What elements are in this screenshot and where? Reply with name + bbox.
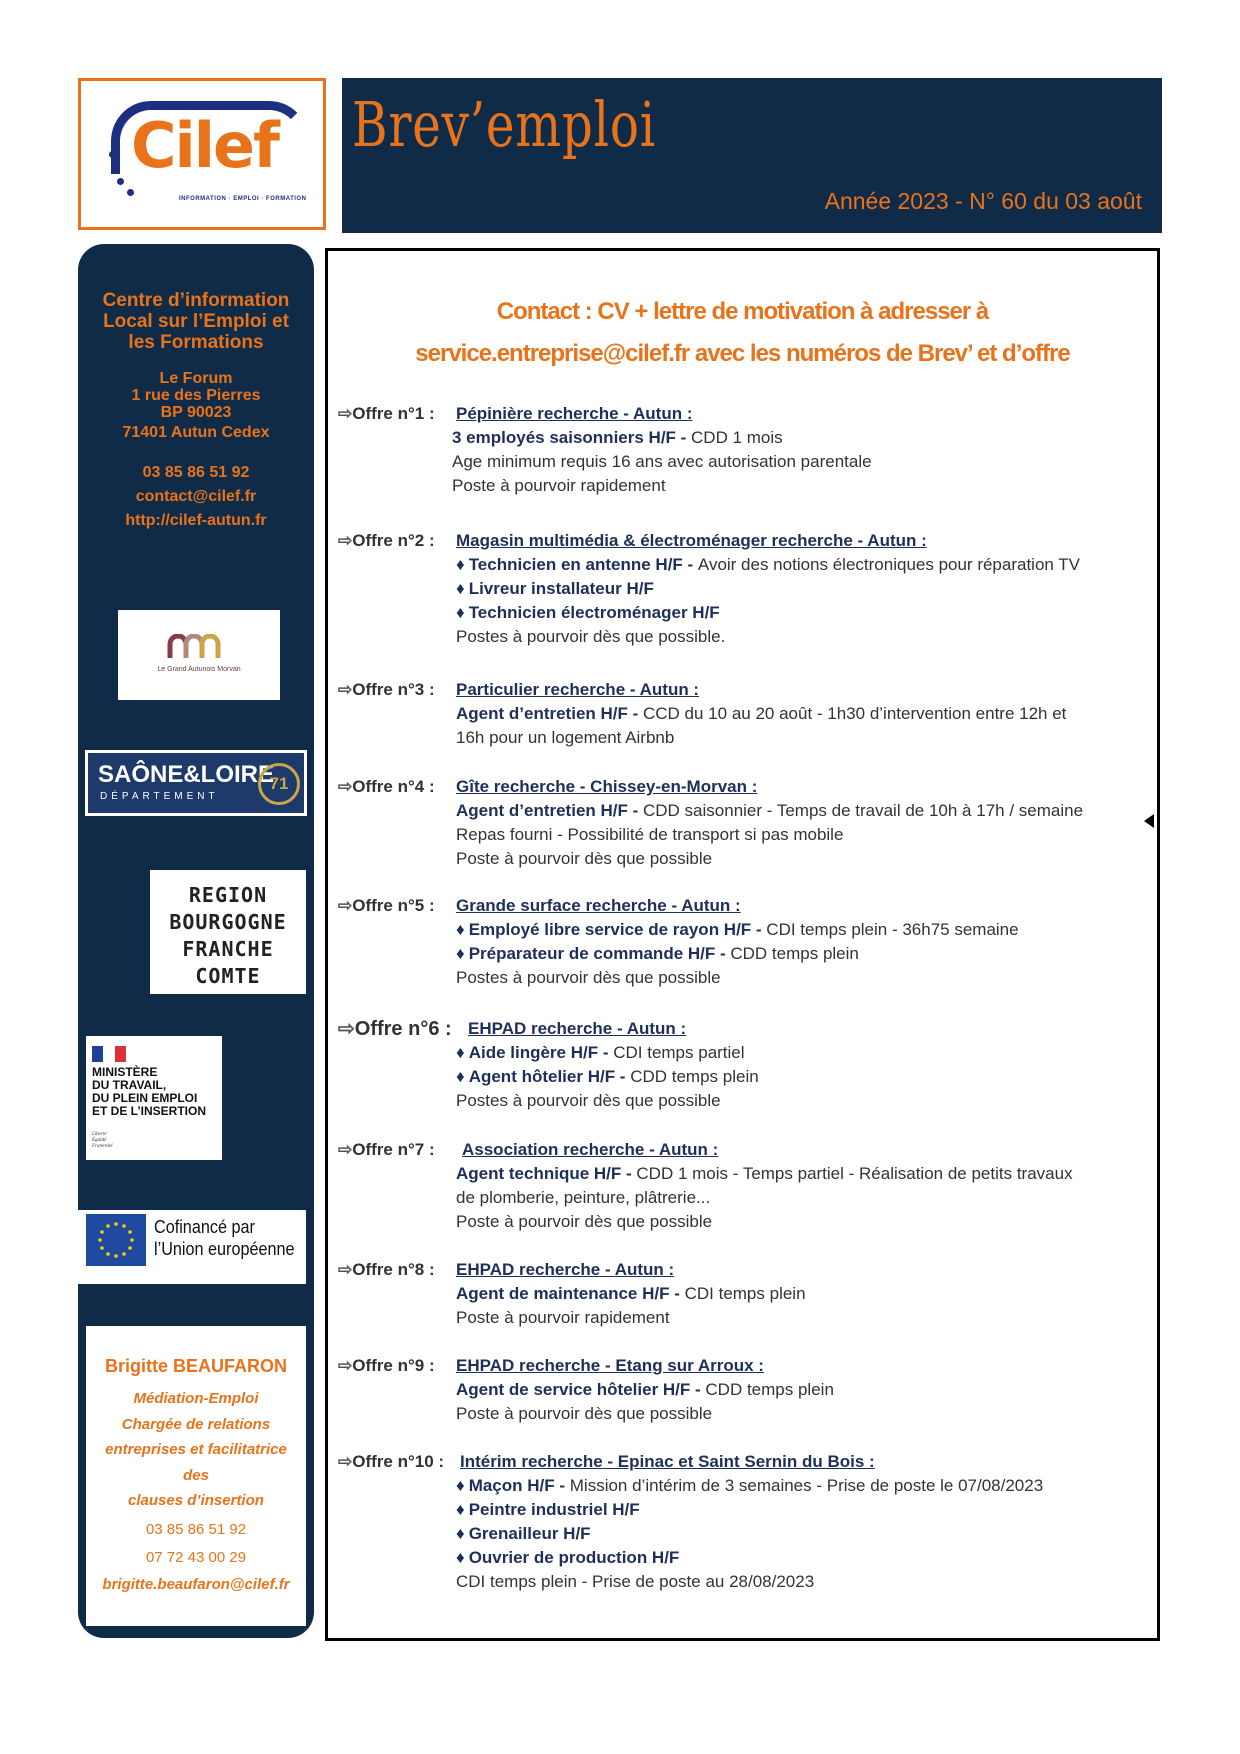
org-website[interactable]: http://cilef-autun.fr: [125, 512, 267, 529]
offer-detail-line: [456, 823, 843, 847]
offer-detail-line: [456, 1210, 712, 1234]
offer-detail-line: [456, 1306, 670, 1330]
logo-tagline: INFORMATION · EMPLOI · FORMATION: [179, 196, 307, 202]
job-title: Technicien en antenne H/F -: [468, 555, 698, 574]
offer-heading: EHPAD recherche - Autun :: [468, 1019, 687, 1038]
offer-heading: Association recherche - Autun :: [462, 1140, 719, 1159]
offer-detail-line: [456, 966, 721, 990]
offer-number: Offre n°9 :: [352, 1356, 435, 1375]
job-detail: CDD 1 mois - Temps partiel - Réalisation de petits travaux: [636, 1164, 1073, 1183]
eu-flag-icon: [86, 1214, 146, 1266]
saone-loire-name: SAÔNE&LOIRE: [98, 761, 275, 788]
job-detail: Poste à pourvoir rapidement: [452, 476, 666, 495]
arrow-right-icon: ⇨: [338, 404, 353, 423]
margin-arrow-icon: [1144, 814, 1154, 828]
sidebar: [78, 244, 314, 1638]
offer-job-bullet: [456, 553, 1080, 577]
diamond-bullet-icon: ♦: [456, 1476, 465, 1495]
offer-heading: Grande surface recherche - Autun :: [456, 896, 741, 915]
offer-number: Offre n°7 :: [352, 1140, 435, 1159]
contact-instruction-line: service.entreprise@cilef.fr avec les numéros de Brev’ et d’offre: [415, 340, 1070, 367]
diamond-bullet-icon: ♦: [456, 603, 465, 622]
ministry-logo: [86, 1036, 222, 1160]
address-line: Le Forum: [159, 370, 233, 387]
offer-detail-line: [456, 726, 674, 750]
header-banner: [342, 78, 1162, 233]
contact-phone: 07 72 43 00 29: [145, 1549, 247, 1566]
eu-text: [154, 1216, 295, 1260]
contact-person-name: Brigitte BEAUFARON: [104, 1356, 287, 1376]
offer-heading: Intérim recherche - Epinac et Saint Sernin du Bois :: [460, 1452, 875, 1471]
job-detail: CDI temps partiel: [613, 1043, 745, 1062]
motto-line: Liberté: [92, 1132, 107, 1137]
org-line: Centre d’information: [102, 290, 290, 311]
offer-heading: Particulier recherche - Autun :: [456, 680, 700, 699]
org-phone: 03 85 86 51 92: [142, 464, 250, 481]
arrow-right-icon: ⇨: [338, 680, 353, 699]
offer-detail-line: [452, 450, 872, 474]
job-detail: CDD temps plein: [630, 1067, 759, 1086]
job-detail: Repas fourni - Possibilité de transport si pas mobile: [456, 825, 844, 844]
ministry-line: DU TRAVAIL,: [92, 1078, 167, 1092]
job-detail: CCD du 10 au 20 août - 1h30 d’intervention entre 12h et: [643, 704, 1067, 723]
offer-heading: Magasin multimédia & électroménager recherche - Autun :: [456, 531, 927, 550]
role-line: Médiation-Emploi: [133, 1390, 259, 1407]
offer-number: Offre n°5 :: [352, 896, 435, 915]
offer-detail-line: [456, 1186, 710, 1210]
eu-line: Cofinancé par: [154, 1217, 255, 1237]
arrow-right-icon: ⇨: [338, 896, 353, 915]
offer-heading: EHPAD recherche - Autun :: [456, 1260, 675, 1279]
job-detail: Poste à pourvoir rapidement: [456, 1308, 670, 1327]
job-title: Agent d’entretien H/F -: [456, 704, 643, 723]
offer-label: [338, 1017, 452, 1041]
job-detail: CDD 1 mois: [691, 428, 783, 447]
offer-label: [338, 1354, 435, 1378]
job-title: Aide lingère H/F -: [468, 1043, 614, 1062]
job-title: 3 employés saisonniers H/F -: [452, 428, 692, 447]
offer-heading: Gîte recherche - Chissey-en-Morvan :: [456, 777, 758, 796]
offer-job-bullet: [456, 1546, 679, 1570]
job-detail: CDI temps plein - Prise de poste au 28/08/2023: [456, 1572, 815, 1591]
job-detail: Mission d’intérim de 3 semaines - Prise de poste le 07/08/2023: [569, 1476, 1044, 1495]
offer-detail-line: [452, 426, 783, 450]
role-line: clauses d’insertion: [128, 1492, 264, 1509]
ministry-motto: [92, 1132, 113, 1150]
offer-detail-line: [456, 1378, 834, 1402]
organization-name: [78, 290, 314, 353]
offer-detail-line: [456, 1282, 806, 1306]
offer-detail-line: [456, 1162, 1073, 1186]
offer-number: Offre n°2 :: [352, 531, 435, 550]
org-line: les Formations: [128, 332, 264, 353]
diamond-bullet-icon: ♦: [456, 1524, 465, 1543]
job-title: Agent de maintenance H/F -: [456, 1284, 685, 1303]
ministry-line: ET DE L’INSERTION: [92, 1104, 207, 1118]
grand-autunois-logo: [118, 610, 280, 700]
arrow-right-icon: ⇨: [338, 531, 353, 550]
diamond-bullet-icon: ♦: [456, 1500, 465, 1519]
offer-detail-line: [456, 1570, 814, 1594]
offer-job-bullet: [456, 1498, 640, 1522]
grand-autunois-mark: [166, 634, 230, 658]
job-detail: Postes à pourvoir dès que possible: [456, 968, 721, 987]
job-title: Préparateur de commande H/F -: [468, 944, 731, 963]
job-title: Grenailleur H/F: [468, 1524, 591, 1543]
job-detail: CDI temps plein: [684, 1284, 806, 1303]
job-detail: Poste à pourvoir dès que possible: [456, 1404, 713, 1423]
eu-cofinance-logo: [78, 1210, 306, 1284]
offer-detail-line: [456, 1402, 712, 1426]
offer-label: [338, 1258, 435, 1282]
arrow-right-icon: ⇨: [338, 777, 353, 796]
job-title: Agent technique H/F -: [456, 1164, 637, 1183]
offer-job-bullet: [456, 1522, 591, 1546]
offer-detail-line: [456, 1089, 721, 1113]
job-title: Agent hôtelier H/F -: [468, 1067, 631, 1086]
diamond-bullet-icon: ♦: [456, 555, 465, 574]
offer-heading: Pépinière recherche - Autun :: [456, 404, 693, 423]
job-title: Ouvrier de production H/F: [468, 1548, 680, 1567]
offer-number: Offre n°4 :: [352, 777, 435, 796]
arrow-right-icon: ⇨: [338, 1452, 353, 1471]
diamond-bullet-icon: ♦: [456, 1067, 465, 1086]
region-bfc-logo: [150, 870, 306, 994]
issue-info: Année 2023 - N° 60 du 03 août: [824, 188, 1142, 214]
cilef-logo: [78, 78, 326, 230]
org-email[interactable]: contact@cilef.fr: [135, 488, 257, 505]
job-detail: 16h pour un logement Airbnb: [456, 728, 675, 747]
offer-label: [338, 1450, 444, 1474]
eu-line: l’Union européenne: [154, 1239, 295, 1259]
ministry-name: [92, 1066, 206, 1118]
arrow-right-icon: ⇨: [338, 1356, 353, 1375]
job-title: Livreur installateur H/F: [468, 579, 654, 598]
offer-job-bullet: [456, 577, 654, 601]
offer-detail-line: [456, 625, 725, 649]
region-text: [150, 882, 306, 990]
saone-loire-seal: 71: [258, 763, 300, 805]
job-detail: Poste à pourvoir dès que possible: [456, 1212, 713, 1231]
contact-instructions: [328, 291, 1157, 375]
contact-person-phones: [86, 1516, 306, 1572]
contact-person-email[interactable]: brigitte.beaufaron@cilef.fr: [102, 1576, 290, 1593]
offer-number: Offre n°8 :: [352, 1260, 435, 1279]
job-title: Agent de service hôtelier H/F -: [456, 1380, 706, 1399]
job-detail: CDD saisonnier - Temps de travail de 10h à 17h / semaine: [643, 801, 1084, 820]
offer-job-bullet: [456, 601, 720, 625]
region-line: COMTE: [195, 964, 261, 988]
ministry-line: MINISTÈRE: [92, 1065, 158, 1079]
job-detail: Postes à pourvoir dès que possible: [456, 1091, 721, 1110]
region-line: BOURGOGNE: [169, 910, 287, 934]
saone-loire-dept: DÉPARTEMENT: [100, 791, 219, 802]
offer-number: Offre n°1 :: [352, 404, 435, 423]
offer-label: [338, 402, 435, 426]
job-detail: Age minimum requis 16 ans avec autorisation parentale: [452, 452, 872, 471]
org-line: Local sur l’Emploi et: [103, 311, 289, 332]
address-line: BP 90023: [160, 404, 232, 421]
region-line: REGION: [188, 883, 268, 907]
job-detail: de plomberie, peinture, plâtrerie...: [456, 1188, 711, 1207]
contact-instruction-line: Contact : CV + lettre de motivation à adresser à: [496, 298, 989, 325]
diamond-bullet-icon: ♦: [456, 944, 465, 963]
offer-detail-line: [456, 847, 712, 871]
region-line: FRANCHE: [182, 937, 274, 961]
diamond-bullet-icon: ♦: [456, 1548, 465, 1567]
job-title: Employé libre service de rayon H/F -: [468, 920, 767, 939]
contact-person-role: [86, 1386, 306, 1514]
offer-job-bullet: [456, 1474, 1043, 1498]
job-title: Maçon H/F -: [468, 1476, 570, 1495]
offer-label: [338, 775, 435, 799]
job-title: Peintre industriel H/F: [468, 1500, 640, 1519]
motto-line: Égalité: [92, 1138, 107, 1143]
offer-number: Offre n°3 :: [352, 680, 435, 699]
saone-loire-logo: [85, 750, 307, 816]
offer-number: Offre n°6 :: [354, 1018, 452, 1040]
logo-text: Cilef: [131, 109, 279, 182]
offer-job-bullet: [456, 918, 1019, 942]
role-line: entreprises et facilitatrice: [105, 1441, 287, 1458]
offer-job-bullet: [456, 942, 859, 966]
address: [78, 370, 314, 441]
contact-person-card: [86, 1326, 306, 1626]
job-detail: CDD temps plein: [730, 944, 859, 963]
offer-detail-line: [456, 702, 1066, 726]
offer-job-bullet: [456, 1065, 759, 1089]
grand-autunois-text: Le Grand Autunois Morvan: [157, 666, 241, 673]
job-detail: Poste à pourvoir dès que possible: [456, 849, 713, 868]
job-detail: Avoir des notions électroniques pour réparation TV: [697, 555, 1081, 574]
address-line: 71401 Autun Cedex: [122, 424, 270, 441]
motto-line: Fraternité: [92, 1144, 113, 1149]
job-detail: CDI temps plein - 36h75 semaine: [766, 920, 1019, 939]
offer-label: [338, 1138, 435, 1162]
offers-panel: [325, 248, 1160, 1641]
job-title: Agent d’entretien H/F -: [456, 801, 643, 820]
role-line: des: [183, 1466, 209, 1484]
address-line: 1 rue des Pierres: [131, 387, 261, 404]
job-detail: Postes à pourvoir dès que possible.: [456, 627, 726, 646]
ministry-line: DU PLEIN EMPLOI: [92, 1091, 198, 1105]
job-detail: CDD temps plein: [705, 1380, 834, 1399]
offer-label: [338, 529, 435, 553]
org-contacts: [78, 461, 314, 533]
arrow-right-icon: ⇨: [338, 1140, 353, 1159]
offer-heading: EHPAD recherche - Etang sur Arroux :: [456, 1356, 764, 1375]
offer-detail-line: [452, 474, 666, 498]
arrow-right-icon: ⇨: [338, 1018, 355, 1040]
offer-detail-line: [456, 799, 1083, 823]
diamond-bullet-icon: ♦: [456, 1043, 465, 1062]
offer-number: Offre n°10 :: [352, 1452, 445, 1471]
french-flag-icon: [92, 1046, 126, 1062]
diamond-bullet-icon: ♦: [456, 579, 465, 598]
job-title: Technicien électroménager H/F: [468, 603, 720, 622]
contact-phone: 03 85 86 51 92: [145, 1521, 247, 1538]
newsletter-title: Brev’emploi: [352, 88, 657, 161]
offer-job-bullet: [456, 1041, 745, 1065]
role-line: Chargée de relations: [121, 1415, 271, 1433]
arrow-right-icon: ⇨: [338, 1260, 353, 1279]
diamond-bullet-icon: ♦: [456, 920, 465, 939]
offer-label: [338, 894, 435, 918]
offer-label: [338, 678, 435, 702]
